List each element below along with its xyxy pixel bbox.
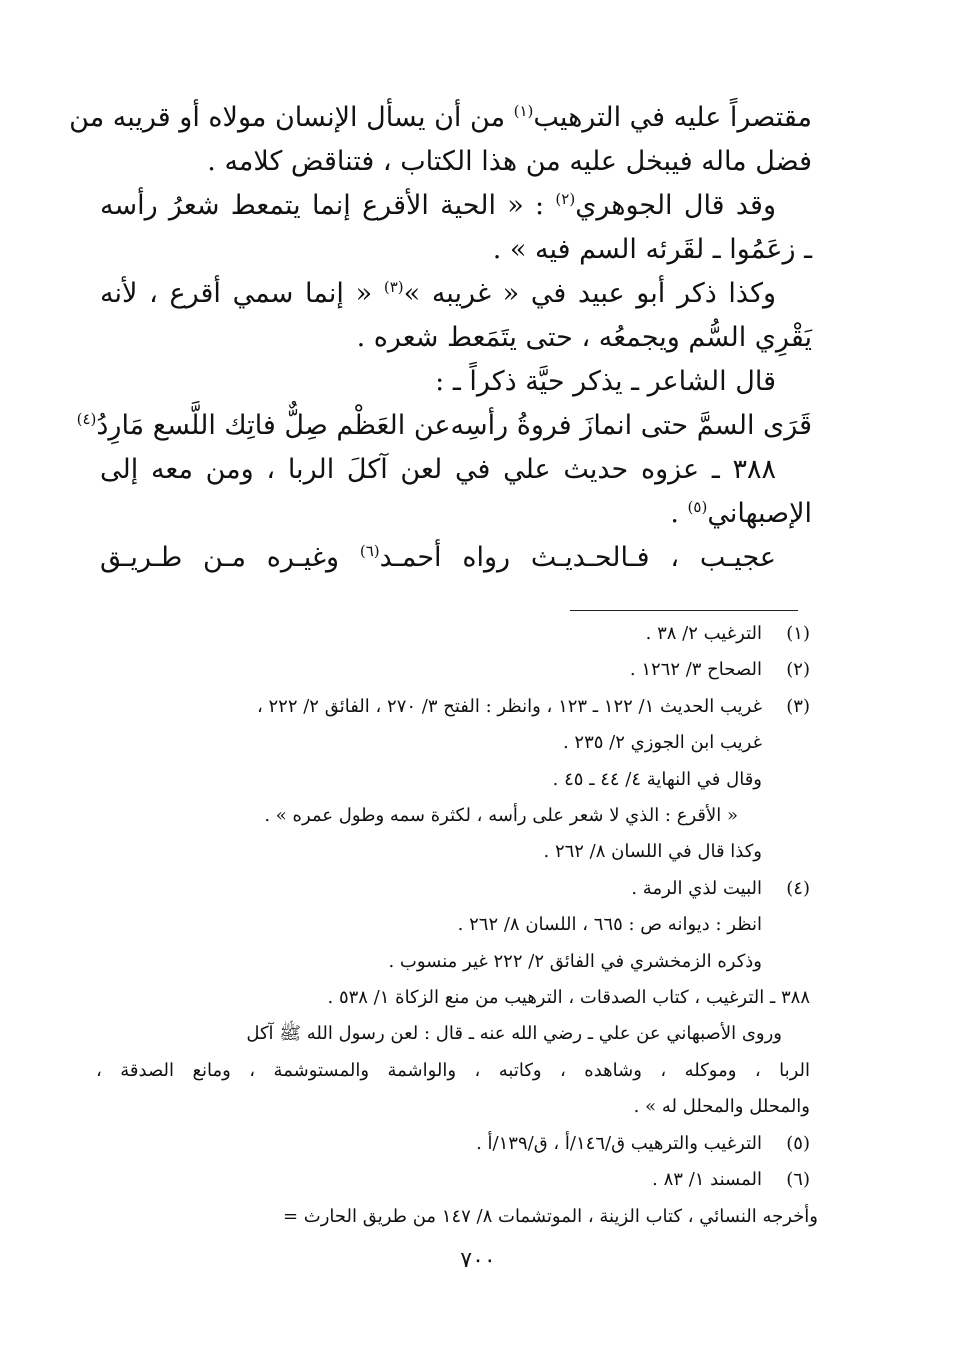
text-line: قال الشاعر ـ يذكر حيَّة ذكراً ـ :: [435, 366, 776, 397]
text-line: عجيـب ، فـالحـديـث رواه أحمـد$^{(٦)}$ وغيـره مـن طـريـق: [100, 542, 776, 573]
footnote-line: وروى الأصبهاني عن علي ـ رضي الله عنه ـ قال : لعن رسول الله ﷺ آكل: [246, 1023, 782, 1045]
page-number: ٧٠٠: [460, 1248, 496, 1273]
text-line: وقد قال الجوهري$^{(٢)}$ : « الحية الأقرع إنما يتمعط شعرُ رأسه: [100, 190, 776, 221]
poetry-verse: [76, 404, 812, 448]
footnote-line: الربا ، وموكله ، وشاهده ، وكاتبه ، والواشمة والمستوشمة ، ومانع الصدقة ،: [96, 1059, 810, 1081]
footnote-line: (٦)المسند ١/ ٨٣ .: [652, 1169, 810, 1191]
footnote-line: غريب ابن الجوزي ٢/ ٢٣٥ .: [562, 732, 762, 754]
footnote-line: وقال في النهاية ٤/ ٤٤ ـ ٤٥ .: [552, 768, 762, 790]
footnote-ref: (٣): [383, 278, 404, 296]
text-line: الإصبهاني$^{(٥)}$ .: [670, 498, 812, 529]
footnote-line: انظر : ديوانه ص : ٦٦٥ ، اللسان ٨/ ٢٦٢ .: [457, 914, 762, 936]
footnote-line: والمحلل والمحلل له » .: [633, 1096, 810, 1118]
text-line: يَقْرِي السُّم ويجمعُه ، حتى يتَمَعط شعره .: [356, 322, 812, 353]
footnote-ref: (٦): [359, 542, 380, 560]
footnote-ref: (٥): [687, 498, 708, 516]
footnote-line: (٥)الترغيب والترهيب ق/١٤٦/أ ، ق/١٣٩/أ .: [476, 1132, 810, 1154]
text-line: فضل ماله فيبخل عليه من هذا الكتاب ، فتناقض كلامه .: [207, 146, 812, 177]
text-line: وكذا ذكر أبو عبيد في « غريبه »$^{(٣)}$ « إنما سمي أقرع ، لأنه: [100, 278, 776, 309]
verse-first-hemistich: قَرَى السمَّ حتى انمازَ فروةُ رأسِه: [450, 410, 812, 441]
main-text: [69, 96, 812, 580]
footnote-line: وذكره الزمخشري في الفائق ٢/ ٢٢٢ غير منسوب .: [388, 950, 762, 972]
footnote-ref: (١): [513, 102, 534, 120]
footnote-ref: (٤): [76, 410, 97, 428]
footnote-separator: [570, 610, 798, 611]
footnote-line: وكذا قال في اللسان ٨/ ٢٦٢ .: [543, 841, 762, 863]
text-line: ٣٨٨ ـ عزوه حديث علي في لعن آكلَ الربا ، ومن معه إلى: [100, 454, 776, 485]
footnote-line: ٣٨٨ ـ الترغيب ، كتاب الصدقات ، الترهيب من منع الزكاة ١/ ٥٣٨ .: [327, 987, 810, 1009]
verse-second-hemistich: عن العَظْم صِلٌّ فاتِك اللَّسع مَارِدُ$^{(٤)}$: [76, 410, 451, 441]
footnote-ref: (٢): [555, 190, 576, 208]
text-line: ـ زعَمُوا ـ لقَرئه السم فيه » .: [492, 234, 812, 265]
footnotes: [96, 616, 818, 1235]
footnote-line: « الأقرع : الذي لا شعر على رأسه ، لكثرة سمه وطول عمره » .: [264, 805, 738, 827]
footnote-line: وأخرجه النسائي ، كتاب الزينة ، الموتشمات ٨/ ١٤٧ من طريق الحارث =: [282, 1205, 818, 1227]
footnote-line: (١)الترغيب ٢/ ٣٨ .: [645, 623, 810, 644]
footnote-line: (٣)غريب الحديث ١/ ١٢٢ ـ ١٢٣ ، وانظر : الفتح ٣/ ٢٧٠ ، الفائق ٢/ ٢٢٢ ،: [256, 695, 810, 717]
footnote-line: (٢)الصحاح ٣/ ١٢٦٢ .: [629, 659, 810, 681]
text-line: مقتصراً عليه في الترهيب$^{(١)}$ من أن يسأل الإنسان مولاه أو قريبه من: [69, 102, 812, 133]
footnote-line: (٤)البيت لذي الرمة .: [631, 877, 810, 899]
